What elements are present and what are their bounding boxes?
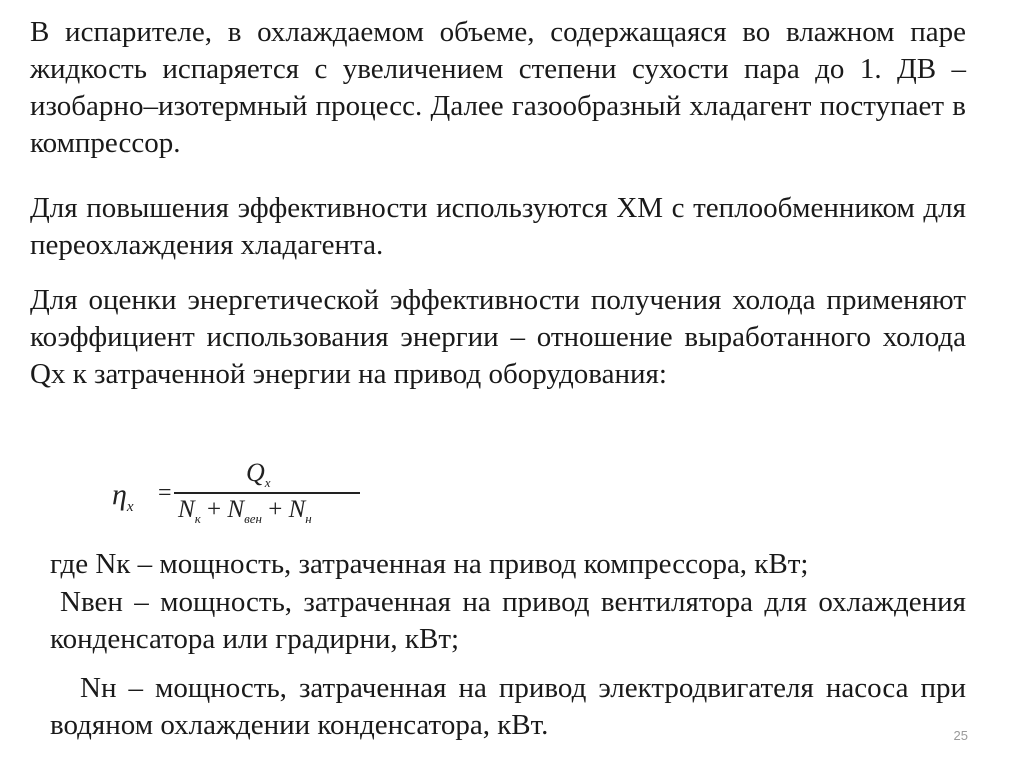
efficiency-formula: [112, 458, 372, 534]
formula-equals: =: [158, 480, 172, 506]
formula-lhs: $\eta_х$: [112, 478, 134, 515]
paragraph-heat-exchanger: Для повышения эффективности используются ХМ с теплообменником для переохлаждения хладагента.: [30, 192, 966, 261]
page-number: 25: [953, 728, 968, 743]
fraction-bar: [174, 492, 360, 494]
paragraph-evaporator: В испарителе, в охлаждаемом объеме, содержащаяся во влажном паре жидкость испаряется с увеличением степени сухости пара до 1. ДВ – изобарно–изотермный процесс. Далее газообразный хладагент поступает в компрессор.: [30, 16, 966, 159]
definition-compressor: где Nк – мощность, затраченная на привод компрессора, кВт;: [50, 548, 809, 580]
formula-numerator: $Q_х$: [246, 458, 271, 491]
definition-fan: Nвен – мощность, затраченная на привод вентилятора для охлаждения конденсатора или градирни, кВт;: [50, 586, 966, 655]
paragraph-energy-efficiency: Для оценки энергетической эффективности получения холода применяют коэффициент использования энергии – отношение выработанного холода Qх к затраченной энергии на привод оборудования:: [30, 284, 966, 390]
definition-pump: Nн – мощность, затраченная на привод электродвигателя насоса при водяном охлаждении конденсатора, кВт.: [50, 672, 966, 741]
formula-denominator: $N_к + N_{вен} + N_н$: [178, 496, 312, 526]
